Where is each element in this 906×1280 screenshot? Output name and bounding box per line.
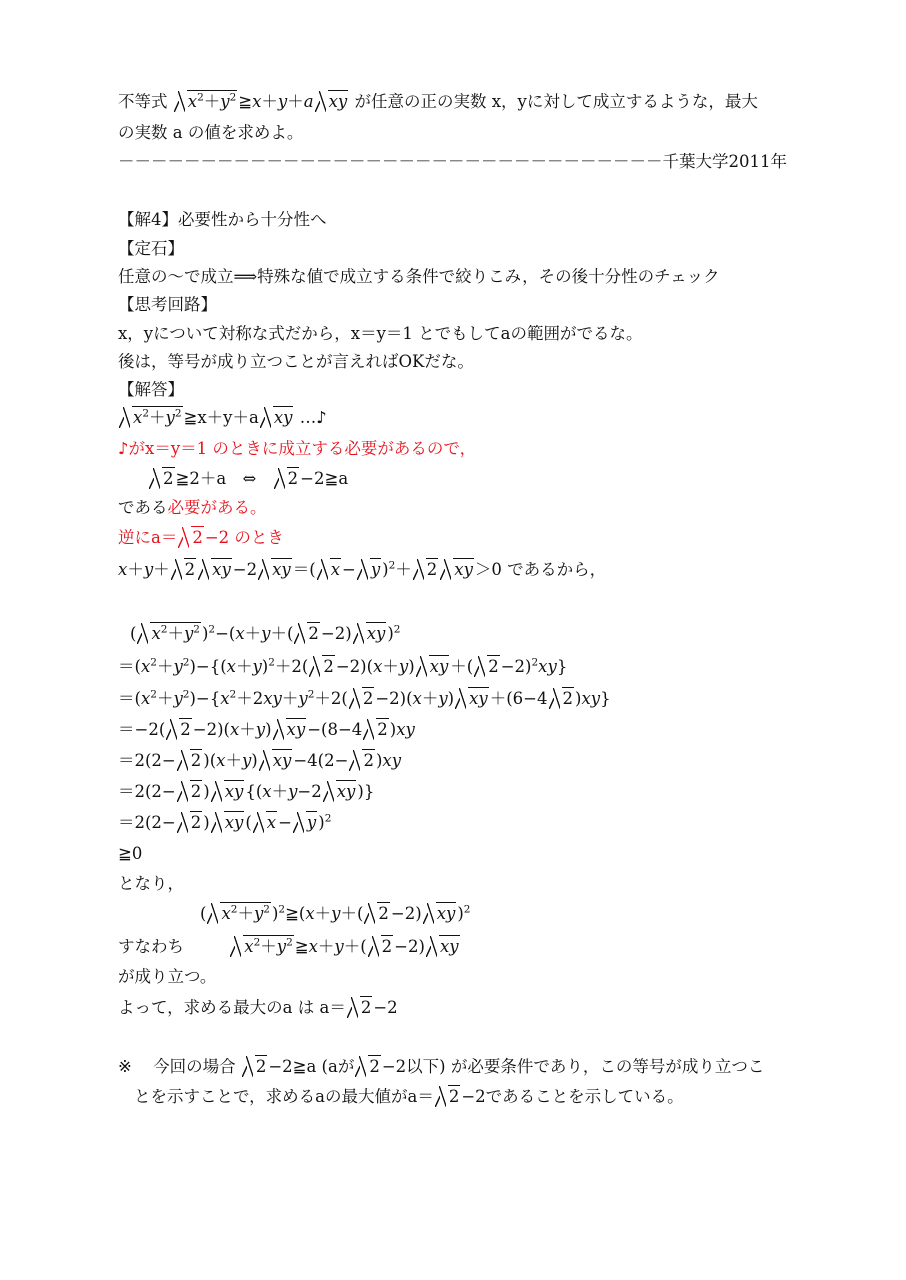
note-line2-suffix: −2であることを示している。	[461, 1087, 684, 1106]
problem-tail: yに対して成立するような，最大	[517, 92, 758, 111]
derivation-step-1: $=(x^2+y^2)-\{(x+y)^2+2$( 2 −2)(x＋y) xy ＋( 2 −2)$^2$xy}	[118, 655, 567, 679]
conclusion-suffix: −2	[373, 998, 398, 1017]
problem-line-2: の実数 a の値を求めよ。	[118, 123, 304, 142]
sqrt-x2y2: $x^2+y^2$	[174, 90, 238, 114]
derivation-step-0: ( $x^2+y^2$ )$^2$−(x＋y＋( 2 −2) xy )$^2$	[130, 622, 400, 646]
positivity-line: x＋y＋ 2 xy −2 xy ＝( x − y )$^2$＋ 2 xy ＞0 であるから，	[118, 558, 606, 582]
tonari-line: となり，	[118, 874, 184, 893]
need-line	[118, 496, 267, 520]
ineq-tail: ≧x＋y＋a	[183, 408, 259, 427]
music-mark: …♪	[299, 408, 327, 427]
necessity-line: ♪がx＝y＝1 のときに成立する必要があるので，	[118, 439, 477, 458]
conclusion-line: よって，求める最大のa は a＝ 2 −2	[118, 996, 398, 1020]
derivation-step-2: $=(x^2+y^2)-\{x^2+2xy+y^2+2$( 2 −2)(x＋y) xy ＋(6−4 2 )xy}	[118, 687, 611, 711]
problem-suffix: が任意の正の実数	[354, 92, 487, 111]
problem-prefix: 不等式	[118, 92, 168, 111]
source-dashes: －－－－－－－－－－－－－－－－－－－－－－－－－－－－－－－－－	[118, 152, 663, 171]
section-teiseki: 【定石】	[118, 239, 184, 258]
iff-symbol: ⇔	[242, 469, 257, 488]
converse-prefix: 逆にa＝	[118, 528, 178, 547]
source-label: 千葉大学2011年	[662, 152, 787, 171]
derivation-step-6: ＝2(2− 2 ) xy ( x − y )$^2$	[118, 811, 331, 835]
squared-inequality: ( $x^2+y^2$ )$^2$≧(x＋y＋( 2 −2) xy )$^2$	[200, 902, 470, 926]
sunawachi-line: すなわち $x^2+y^2$ ≧x＋y＋( 2 −2) xy	[118, 935, 461, 959]
need-red: 必要がある。	[167, 498, 267, 517]
derivation-step-5: ＝2(2− 2 ) xy {(x＋y−2 xy )}	[118, 780, 374, 804]
section-kai4: 【解4】必要性から十分性へ	[118, 210, 327, 229]
converse-line: 逆にa＝ 2 −2 のとき	[118, 526, 284, 550]
teiseki-text: 任意の～で成立⟹特殊な値で成立する条件で絞りこみ，その後十分性のチェック	[118, 267, 720, 286]
cond-left: ≧2＋a	[175, 469, 227, 488]
note-line2-prefix: とを示すことで，求めるaの最大値がa＝	[134, 1087, 434, 1106]
main-inequality: $x^2+y^2$ ≧x＋y＋a xy …♪	[118, 406, 327, 430]
naritatsu-line: が成り立つ。	[118, 967, 217, 986]
note-line-2: とを示すことで，求めるaの最大値がa＝ 2 −2であることを示している。	[134, 1085, 684, 1109]
note-line-1: ※ 今回の場合 2 −2≧a (aが 2 −2以下) が必要条件であり，この等号が成り立つこ	[118, 1055, 764, 1079]
source-line	[118, 150, 787, 174]
sunawachi-label: すなわち	[118, 937, 184, 956]
problem-xy: x，	[491, 92, 518, 111]
derivation-geq0: ≧0	[118, 844, 143, 863]
positivity-text: であるから，	[507, 560, 607, 579]
section-kaitou: 【解答】	[118, 380, 184, 399]
shikou-text-2: 後は，等号が成り立つことが言えればOKだな。	[118, 352, 474, 371]
note-mid: −2≧a (aが	[268, 1057, 355, 1076]
conclusion-prefix: よって，求める最大のa は a＝	[118, 998, 346, 1017]
converse-suffix: −2 のとき	[204, 528, 284, 547]
section-shikou: 【思考回路】	[118, 295, 217, 314]
sqrt-xy: xy	[315, 90, 349, 114]
cond-right: −2≧a	[300, 469, 349, 488]
note-prefix: 今回の場合	[153, 1057, 236, 1076]
note-mid2: −2以下) が必要条件であり，この等号が成り立つこ	[381, 1057, 765, 1076]
note-mark: ※	[118, 1057, 132, 1076]
condition-line: 2 ≧2＋a ⇔ 2 −2≧a	[148, 467, 348, 491]
shikou-text-1: x，yについて対称な式だから，x＝y＝1 とでもしてaの範囲がでるな。	[118, 324, 643, 343]
deearu: である	[118, 498, 168, 517]
derivation-step-4: ＝2(2− 2 )(x＋y) xy −4(2− 2 )xy	[118, 749, 401, 773]
problem-line-1: 不等式 $x^2+y^2$ ≧x＋y＋a xy が任意の正の実数 x，yに対して成立するような，最大	[118, 90, 758, 114]
derivation-step-3: ＝−2( 2 −2)(x＋y) xy −(8−4 2 )xy	[118, 718, 415, 742]
